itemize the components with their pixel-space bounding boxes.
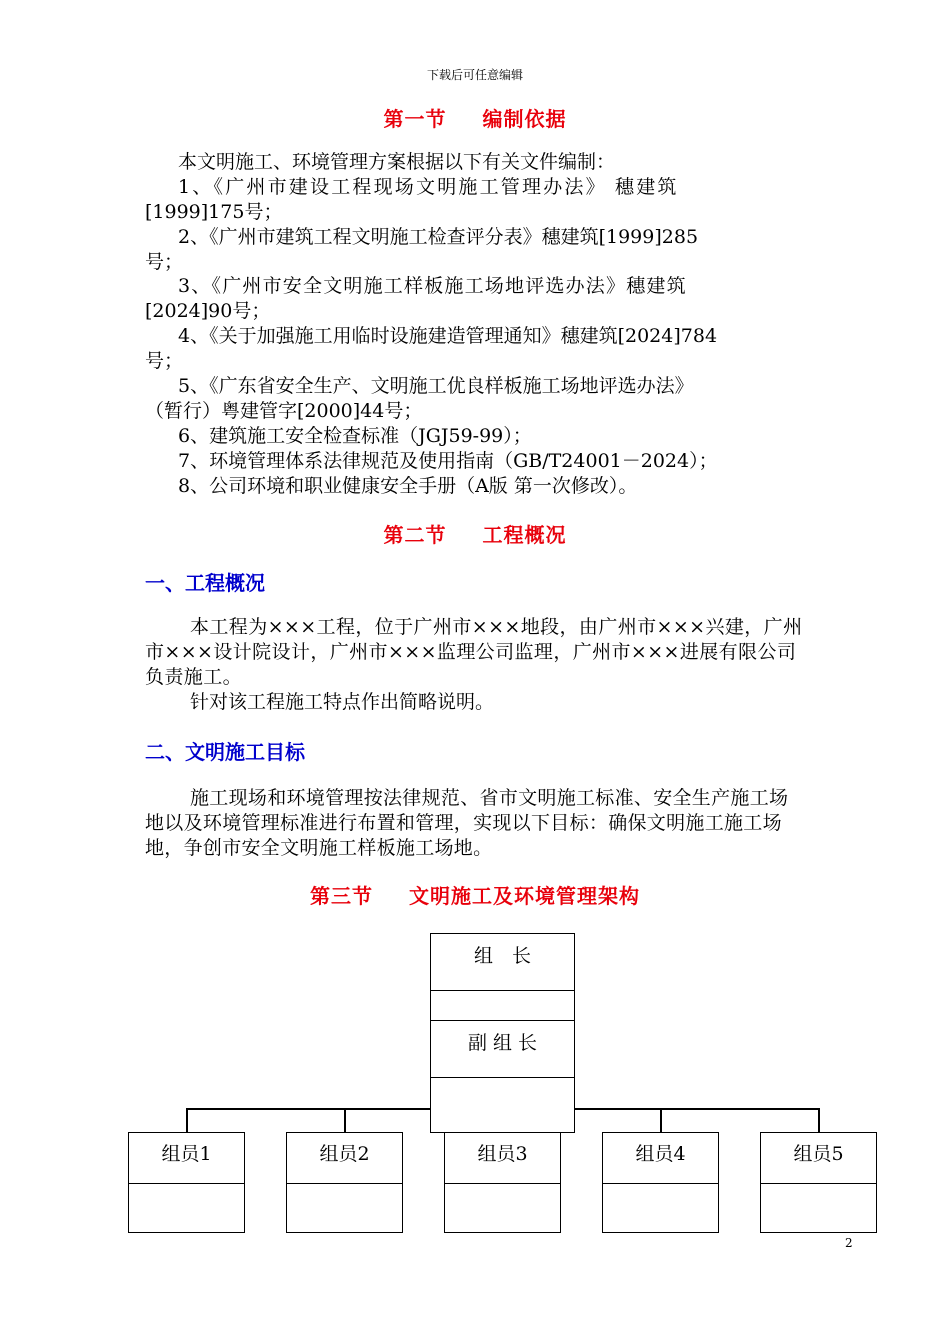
basis-line-1b: [1999]175号； xyxy=(145,201,283,223)
basis-line-5: 5、《广东省安全生产、文明施工优良样板施工场地评选办法》 xyxy=(178,375,694,397)
goal-heading: 二、文明施工目标 xyxy=(145,740,305,764)
member-box-1 xyxy=(128,1132,245,1233)
section-1-heading xyxy=(0,103,950,132)
basis-line-8: 8、公司环境和职业健康安全手册（A版 第一次修改）。 xyxy=(178,475,638,497)
basis-line-7: 7、环境管理体系法律规范及使用指南（GB/T24001－2024）； xyxy=(178,450,718,472)
page-number: 2 xyxy=(845,1236,853,1250)
org-connector-4 xyxy=(660,1108,662,1134)
member-blank xyxy=(287,1184,402,1232)
basis-line-4: 4、《关于加强施工用临时设施建造管理通知》穗建筑[2024]784 xyxy=(178,325,718,347)
org-connector-5 xyxy=(818,1108,820,1134)
basis-line-4b: 号； xyxy=(145,350,184,372)
basis-line-3b: [2024]90号； xyxy=(145,300,271,322)
member-label: 组员4 xyxy=(603,1133,718,1184)
basis-intro: 本文明施工、环境管理方案根据以下有关文件编制： xyxy=(178,151,616,173)
section-2-heading xyxy=(0,519,950,548)
overview-note: 针对该工程施工特点作出简略说明。 xyxy=(190,691,495,713)
section-3-title: 文明施工及环境管理架构 xyxy=(409,884,640,908)
deputy-blank xyxy=(431,1078,574,1108)
member-blank xyxy=(603,1184,718,1232)
member-box-2 xyxy=(286,1132,403,1233)
overview-paragraph: 本工程为×××工程，位于广州市×××地段，由广州市×××兴建，广州市×××设计院设计，广州市×××监理公司监理，广州市×××进展有限公司负责施工。 xyxy=(145,616,803,688)
member-label: 组员1 xyxy=(129,1133,244,1184)
section-2-title: 工程概况 xyxy=(482,523,567,547)
section-2-number: 第二节 xyxy=(383,523,447,547)
leader-label: 组 长 xyxy=(431,934,574,991)
member-blank xyxy=(445,1184,560,1232)
basis-line-5b: （暂行）粤建管字[2000]44号； xyxy=(145,400,423,422)
deputy-label: 副 组 长 xyxy=(431,1021,574,1078)
basis-line-2: 2、《广州市建筑工程文明施工检查评分表》穗建筑[1999]285 xyxy=(178,226,699,248)
page-header: 下载后可任意编辑 xyxy=(426,68,523,82)
member-blank xyxy=(129,1184,244,1232)
section-3-heading xyxy=(0,880,950,909)
section-1-title: 编制依据 xyxy=(482,107,567,131)
basis-line-6: 6、建筑施工安全检查标准（JGJ59-99）； xyxy=(178,425,532,447)
leader-box xyxy=(430,933,575,1133)
overview-heading: 一、工程概况 xyxy=(145,571,265,595)
member-box-4 xyxy=(602,1132,719,1233)
leader-blank xyxy=(431,991,574,1021)
goal-paragraph: 施工现场和环境管理按法律规范、省市文明施工标准、安全生产施工场地以及环境管理标准进行布置和管理，实现以下目标：确保文明施工施工场地，争创市安全文明施工样板施工场地。 xyxy=(145,787,789,859)
org-connector-1 xyxy=(186,1108,188,1134)
basis-line-2b: 号； xyxy=(145,251,184,273)
member-label: 组员2 xyxy=(287,1133,402,1184)
member-blank xyxy=(761,1184,876,1232)
org-connector-2 xyxy=(344,1108,346,1134)
member-label: 组员3 xyxy=(445,1133,560,1184)
member-box-5 xyxy=(760,1132,877,1233)
section-3-number: 第三节 xyxy=(310,884,373,908)
basis-line-1: 1、《广州市建设工程现场文明施工管理办法》 穗建筑 xyxy=(178,176,679,198)
basis-line-3: 3、《广州市安全文明施工样板施工场地评选办法》穗建筑 xyxy=(178,275,687,297)
member-box-3 xyxy=(444,1132,561,1233)
section-1-number: 第一节 xyxy=(383,107,447,131)
member-label: 组员5 xyxy=(761,1133,876,1184)
